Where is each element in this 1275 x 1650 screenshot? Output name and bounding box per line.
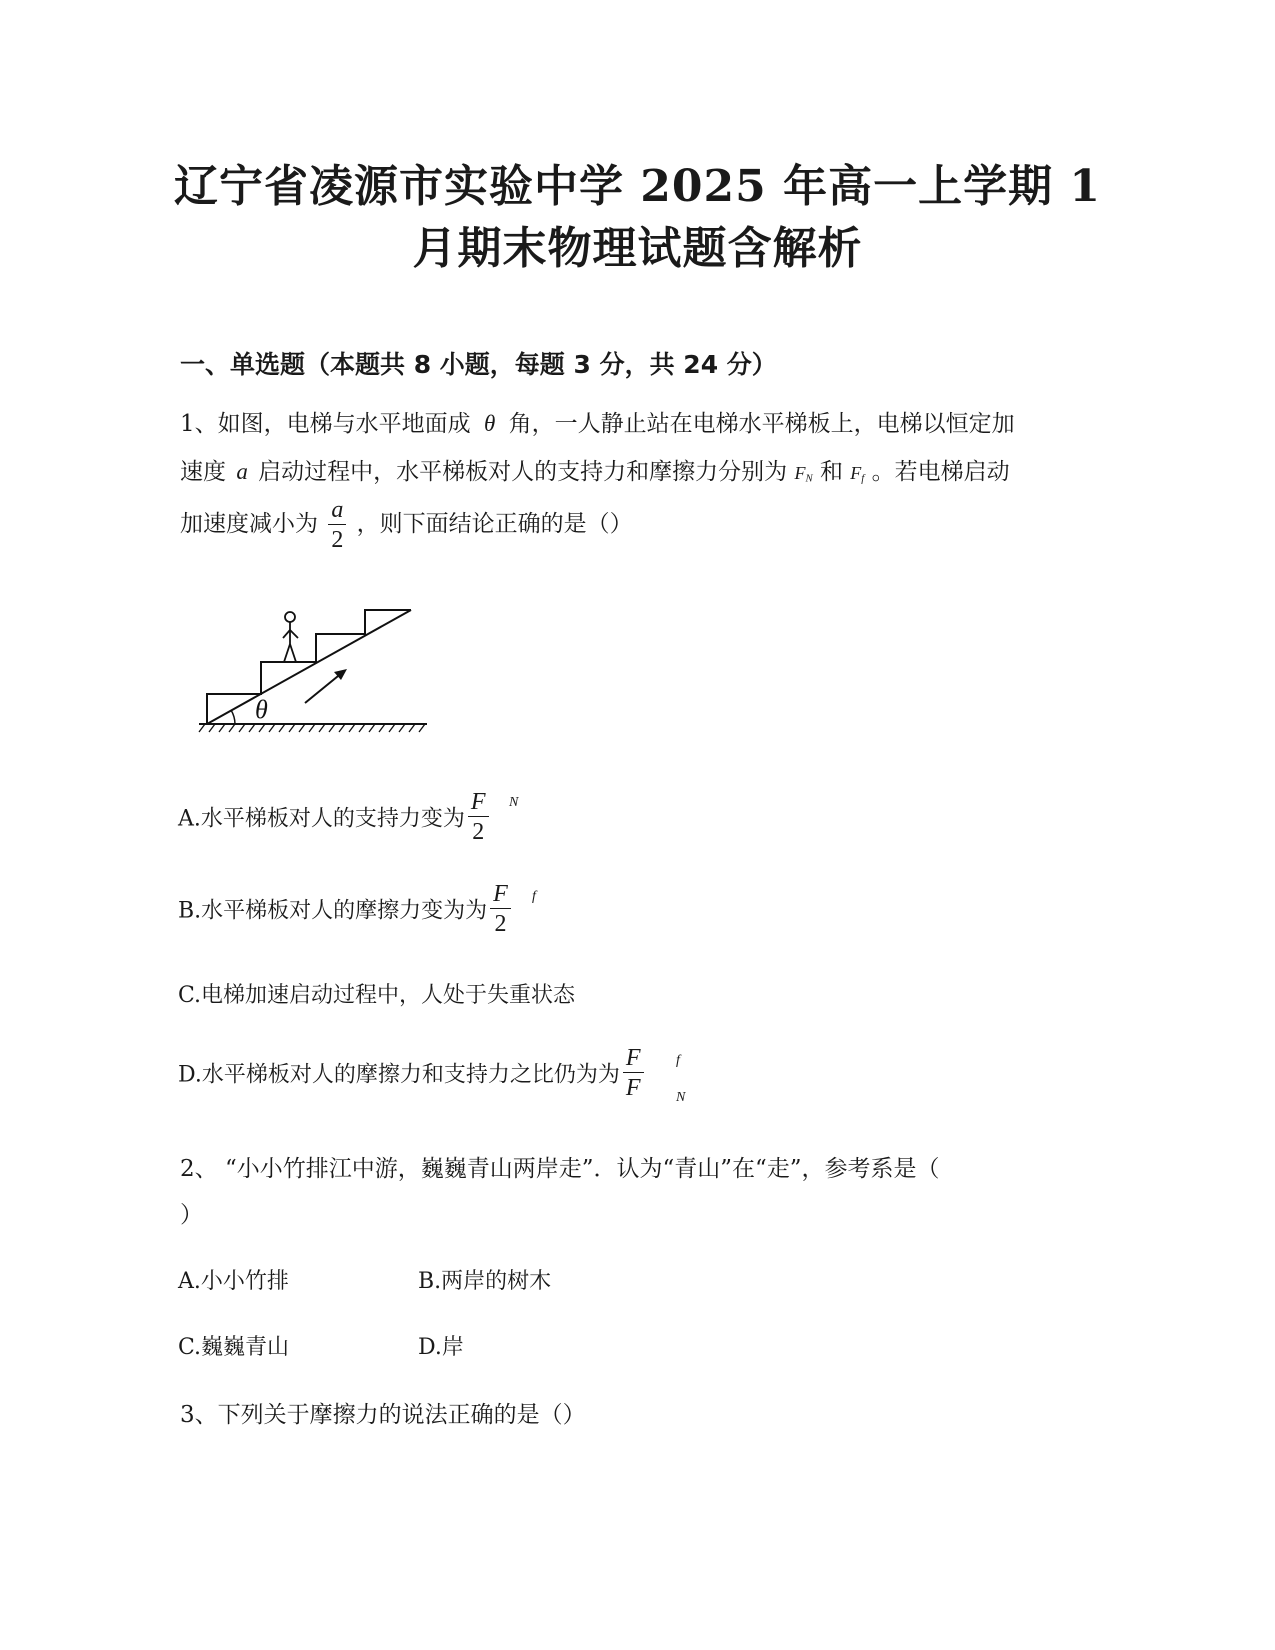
q1-text: 和 [819,459,843,485]
q1-option-d: D.水平梯板对人的摩擦力和支持力之比仍为为 $\frac{F}{F}$ [178,1046,647,1100]
fraction-fn-over-2: $\frac{F}{2}$ [468,790,489,844]
q2-option-c: C.巍巍青山 [178,1335,290,1360]
ff-subscript-b: f [532,889,536,904]
escalator-figure [195,600,435,740]
q2-line1: 2、 “小小竹排江中游，巍巍青山两岸走”．认为“青山”在“走”，参考系是（ [180,1156,940,1182]
q1-text: ，则下面结论正确的是（） [356,511,633,537]
theta-symbol: θ [483,411,496,436]
section-heading: 一、单选题（本题共 8 小题，每题 3 分，共 24 分） [180,350,777,379]
q1-option-b: B.水平梯板对人的摩擦力变为为 $\frac{F}{2}$ [178,882,514,936]
fn-subscript-d: N [676,1090,686,1105]
q1-text: 角，一人静止站在电梯水平梯板上，电梯以恒定加 [508,411,1015,437]
fraction-ff-over-fn: $\frac{F}{F}$ [623,1046,644,1100]
fraction-ff-over-2: $\frac{F}{2}$ [490,882,511,936]
angle-arc [231,710,235,724]
q1-text: 速度 [180,459,226,485]
fn-subscript-a: N [509,795,519,810]
q1-line3 [180,498,633,552]
q1-text: 加速度减小为 [180,511,318,537]
a-symbol: a [236,459,248,484]
fn-symbol: $F_N$ [794,463,813,485]
q3-line1: 3、下列关于摩擦力的说法正确的是（） [180,1402,586,1428]
q1-text: 启动过程中，水平梯板对人的支持力和摩擦力分别为 [258,459,788,485]
q1-line1 [180,405,1015,438]
ff-subscript-d: f [676,1053,680,1068]
document-title-line1: 辽宁省凌源市实验中学 2025 年高一上学期 1 [173,161,1102,212]
q2-option-b: B.两岸的树木 [418,1269,552,1294]
ground-hatching [199,724,425,732]
person-figure [283,612,298,662]
incline-line [207,610,411,724]
document-title-line2: 月期末物理试题含解析 [412,223,863,274]
q1-option-a: A.水平梯板对人的支持力变为 $\frac{F}{2}$ [178,790,492,844]
fraction-a-over-2: $\frac{a}{2}$ [328,498,346,552]
q2-line2: ） [180,1202,203,1228]
q1-option-c: C.电梯加速启动过程中，人处于失重状态 [178,983,576,1008]
q2-option-d: D.岸 [418,1335,464,1360]
ff-symbol: $F_f$ [850,463,865,485]
acceleration-arrow [305,669,347,703]
theta-label: θ [255,695,268,724]
q1-line2 [180,453,1010,486]
q1-text: 1、如图，电梯与水平地面成 [180,411,471,437]
q2-option-a: A.小小竹排 [178,1269,289,1294]
q1-text: 。若电梯启动 [871,459,1010,485]
